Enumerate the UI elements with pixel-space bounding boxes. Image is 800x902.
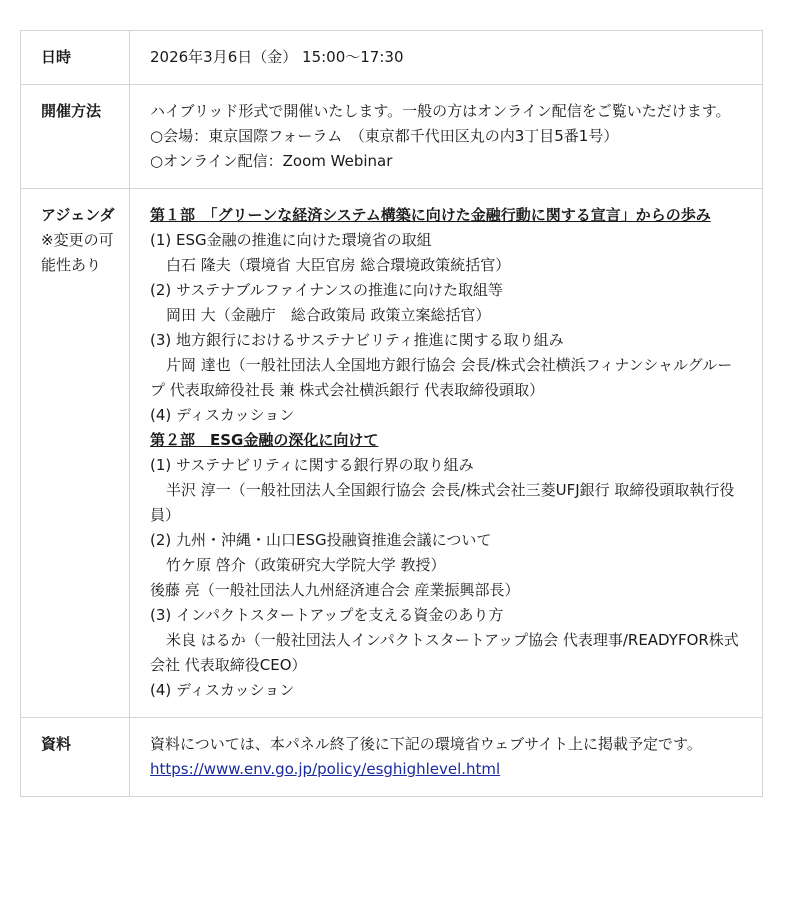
agenda-item: (2) 九州・沖縄・山口ESG投融資推進会議について <box>150 531 492 549</box>
materials-text: 資料については、本パネル終了後に下記の環境省ウェブサイト上に掲載予定です。 <box>150 735 702 753</box>
value-method <box>130 85 763 189</box>
speaker: 片岡 達也（一般社団法人全国地方銀行協会 会長/株式会社横浜フィナンシャルグループ 代表取締役社長 兼 株式会社横浜銀行 代表取締役頭取） <box>150 356 733 399</box>
agenda-item: (2) サステナブルファイナンスの推進に向けた取組等 <box>150 281 504 299</box>
value-date: 2026年3月6日（金） 15:00〜17:30 <box>130 31 763 85</box>
label-method: 開催方法 <box>21 85 130 189</box>
agenda-note: ※変更の可能性あり <box>41 231 114 274</box>
part2-heading: 第２部 ESG金融の深化に向けて <box>150 431 379 449</box>
agenda-item: (3) 地方銀行におけるサステナビリティ推進に関する取り組み <box>150 331 564 349</box>
speaker: 後藤 亮（一般社団法人九州経済連合会 産業振興部長） <box>150 581 520 599</box>
method-line: ハイブリッド形式で開催いたします。一般の方はオンライン配信をご覧いただけます。 <box>150 102 731 120</box>
speaker: 白石 隆夫（環境省 大臣官房 総合環境政策統括官） <box>166 256 511 274</box>
label-materials: 資料 <box>21 718 130 797</box>
label-agenda <box>21 189 130 718</box>
agenda-item: (1) サステナビリティに関する銀行界の取り組み <box>150 456 474 474</box>
row-materials <box>21 718 763 797</box>
part1-heading: 第１部 「グリーンな経済システム構築に向けた金融行動に関する宣言」からの歩み <box>150 206 711 224</box>
agenda-item: (4) ディスカッション <box>150 406 295 424</box>
materials-link[interactable]: https://www.env.go.jp/policy/esghighlevel.html <box>150 760 501 778</box>
agenda-item: (4) ディスカッション <box>150 681 295 699</box>
value-materials <box>130 718 763 797</box>
label-date: 日時 <box>21 31 130 85</box>
agenda-label: アジェンダ <box>41 206 115 224</box>
speaker: 岡田 大（金融庁 総合政策局 政策立案総括官） <box>166 306 491 324</box>
event-info-table <box>20 30 763 797</box>
method-online: ○オンライン配信：Zoom Webinar <box>150 152 393 170</box>
row-agenda <box>21 189 763 718</box>
speaker: 半沢 淳一（一般社団法人全国銀行協会 会長/株式会社三菱UFJ銀行 取締役頭取執行役員） <box>150 481 735 524</box>
agenda-item: (3) インパクトスタートアップを支える資金のあり方 <box>150 606 504 624</box>
method-venue: ○会場：東京国際フォーラム （東京都千代田区丸の内3丁目5番1号） <box>150 127 619 145</box>
value-agenda <box>130 189 763 718</box>
row-method <box>21 85 763 189</box>
speaker: 竹ケ原 啓介（政策研究大学院大学 教授） <box>166 556 446 574</box>
speaker: 米良 はるか（一般社団法人インパクトスタートアップ協会 代表理事/READYFOR株式会社 代表取締役CEO） <box>150 631 739 674</box>
row-date <box>21 31 763 85</box>
agenda-item: (1) ESG金融の推進に向けた環境省の取組 <box>150 231 432 249</box>
